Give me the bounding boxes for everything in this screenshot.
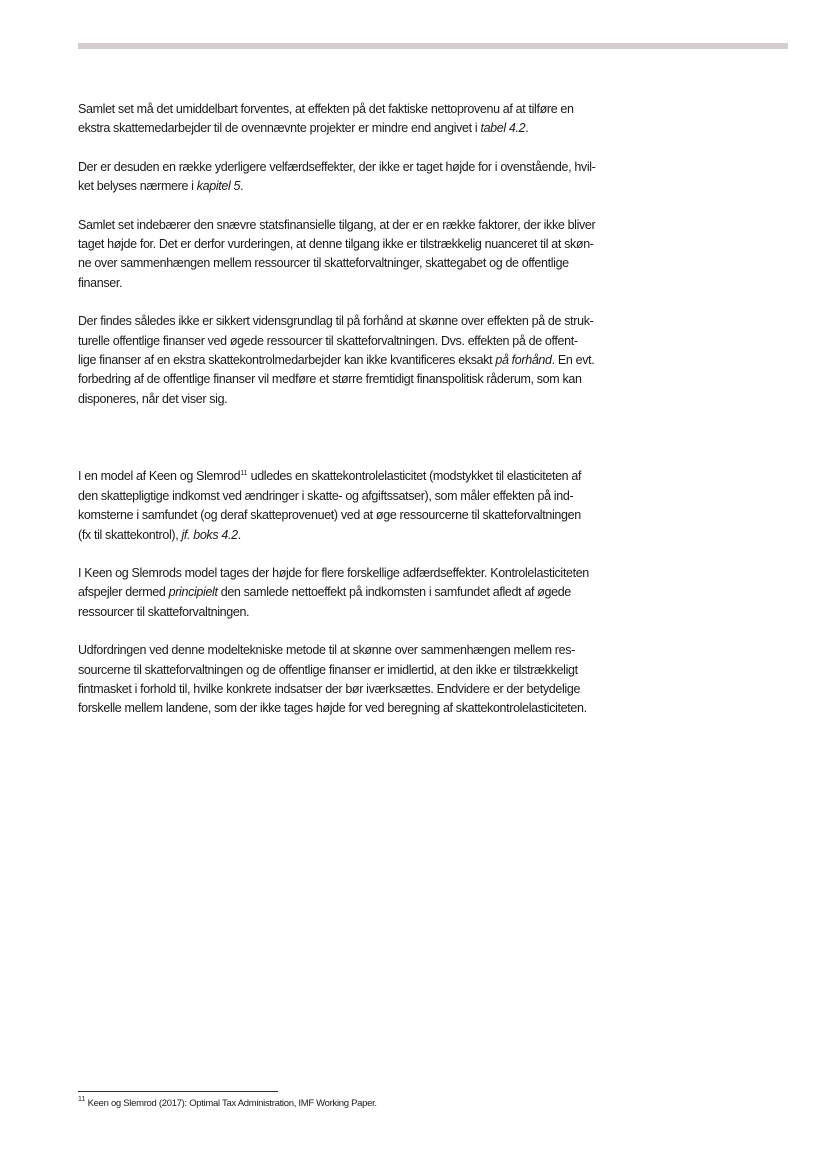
text-line bbox=[78, 158, 618, 177]
text-line bbox=[78, 216, 618, 235]
text-run: . bbox=[240, 179, 244, 194]
text-run: ne over sammenhængen mellem ressourcer til skatteforvaltninger, skattegabet og de offentlige bbox=[78, 256, 569, 271]
text-line bbox=[78, 254, 618, 273]
paragraph bbox=[78, 312, 618, 409]
text-run: den skattepligtige indkomst ved ændringer i skatte- og afgiftssatser), som måler effekten på ind- bbox=[78, 488, 574, 503]
text-run: forbedring af de offentlige finanser vil medføre et større fremtidigt finanspolitisk råderum, som kan bbox=[78, 372, 582, 387]
text-run: taget højde for. Det er derfor vurderingen, at denne tilgang ikke er tilstrækkelig nuanceret til at skøn- bbox=[78, 237, 594, 252]
text-line bbox=[78, 506, 618, 525]
paragraph bbox=[78, 216, 618, 294]
text-run: I Keen og Slemrods model tages der højde for flere forskellige adfærdseffekter. Kontrolelasticiteten bbox=[78, 565, 589, 580]
text-run: ekstra skattemedarbejder til de ovennævnte projekter er mindre end angivet i bbox=[78, 121, 481, 136]
text-run: Udfordringen ved denne modeltekniske metode til at skønne over sammenhængen mellem res- bbox=[78, 643, 575, 658]
text-run: Der findes således ikke er sikkert vidensgrundlag til på forhånd at skønne over effekten på de struk- bbox=[78, 314, 594, 329]
paragraph bbox=[78, 564, 618, 622]
text-line bbox=[78, 274, 618, 293]
footnote-marker: 11 bbox=[240, 470, 248, 478]
text-run: ket belyses nærmere i bbox=[78, 179, 197, 194]
body-text bbox=[78, 100, 618, 719]
text-line bbox=[78, 526, 618, 545]
text-run: forskelle mellem landene, som der ikke tages højde for ved beregning af skattekontrolelasticiteten. bbox=[78, 701, 587, 716]
text-run: . En evt. bbox=[551, 353, 595, 368]
text-run: udledes en skattekontrolelasticitet (modstykket til elasticiteten af bbox=[247, 469, 582, 484]
text-line bbox=[78, 119, 618, 138]
italic-reference: tabel 4.2 bbox=[480, 121, 526, 136]
italic-reference: på forhånd bbox=[495, 353, 552, 368]
text-run: (fx til skattekontrol), bbox=[78, 527, 182, 542]
text-line bbox=[78, 680, 618, 699]
text-run: afspejler dermed bbox=[78, 585, 169, 600]
text-line bbox=[78, 100, 618, 119]
text-line bbox=[78, 332, 618, 351]
paragraph bbox=[78, 158, 618, 197]
text-line bbox=[78, 583, 618, 602]
text-line bbox=[78, 390, 618, 409]
footnote-divider bbox=[78, 1091, 278, 1092]
text-run: . bbox=[237, 527, 241, 542]
text-line bbox=[78, 564, 618, 583]
text-run: finanser. bbox=[78, 275, 123, 290]
text-run: ressourcer til skatteforvaltningen. bbox=[78, 604, 250, 619]
text-run: Samlet set må det umiddelbart forventes, at effekten på det faktiske nettoprovenu af at tilføre en bbox=[78, 102, 574, 116]
text-run: Der er desuden en række yderligere velfærdseffekter, der ikke er taget højde for i ovenstående, hvil- bbox=[78, 159, 596, 174]
paragraph bbox=[78, 100, 618, 139]
text-run: lige finanser af en ekstra skattekontrolmedarbejder kan ikke kvantificeres eksakt bbox=[78, 353, 496, 368]
text-line bbox=[78, 235, 618, 254]
footnote-number: 11 bbox=[78, 1096, 86, 1103]
paragraph bbox=[78, 467, 618, 545]
italic-reference: jf. boks 4.2 bbox=[181, 527, 238, 542]
text-run: disponeres, når det viser sig. bbox=[78, 391, 228, 406]
text-run: fintmasket i forhold til, hvilke konkrete indsatser der bør iværksættes. Endvidere er der betydelige bbox=[78, 681, 581, 696]
header-rule bbox=[78, 43, 788, 49]
text-line bbox=[78, 603, 618, 622]
text-line bbox=[78, 661, 618, 680]
text-line bbox=[78, 177, 618, 196]
text-line bbox=[78, 312, 618, 331]
text-line bbox=[78, 641, 618, 660]
text-run: den samlede nettoeffekt på indkomsten i samfundet afledt af øgede bbox=[217, 585, 571, 600]
text-line bbox=[78, 699, 618, 718]
text-line bbox=[78, 487, 618, 506]
footnote bbox=[78, 1097, 377, 1110]
italic-reference: principielt bbox=[168, 585, 218, 600]
footnote-text: Keen og Slemrod (2017): Optimal Tax Administration, IMF Working Paper. bbox=[85, 1098, 377, 1109]
paragraph bbox=[78, 641, 618, 719]
text-run: komsterne i samfundet (og deraf skatteprovenuet) ved at øge ressourcerne til skatteforvaltningen bbox=[78, 508, 581, 523]
text-line bbox=[78, 351, 618, 370]
text-run: sourcerne til skatteforvaltningen og de offentlige finanser er imidlertid, at den ikke er tilstrækkeligt bbox=[78, 662, 578, 677]
text-line bbox=[78, 370, 618, 389]
text-run: . bbox=[525, 121, 529, 136]
text-run: Samlet set indebærer den snævre statsfinansielle tilgang, at der er en række faktorer, der ikke bliver bbox=[78, 217, 596, 232]
text-run: I en model af Keen og Slemrod bbox=[78, 469, 241, 484]
text-run: turelle offentlige finanser ved øgede ressourcer til skatteforvaltningen. Dvs. effekten på de offent- bbox=[78, 333, 578, 348]
italic-reference: kapitel 5 bbox=[196, 179, 241, 194]
text-line bbox=[78, 467, 618, 486]
